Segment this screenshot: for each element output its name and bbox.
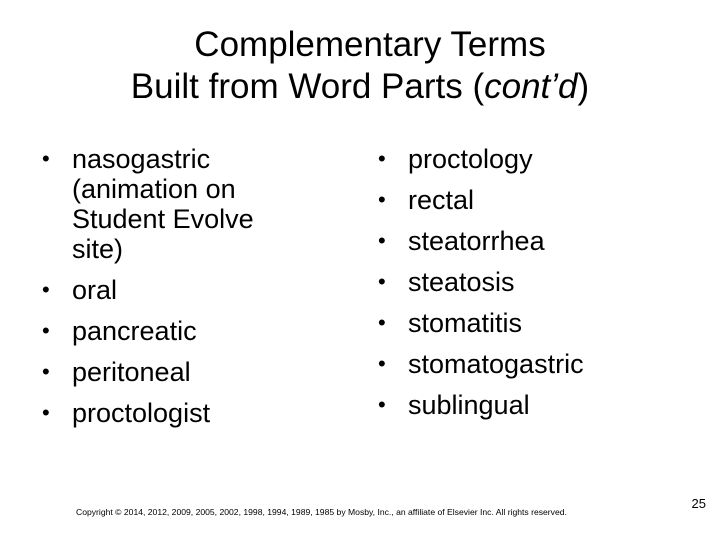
left-term-list [42,144,302,439]
term-text: peritoneal [72,357,191,387]
bullet-icon: • [42,277,50,302]
bullet-icon: • [378,392,386,417]
title-line-2-prefix: Built from Word Parts ( [130,67,485,106]
bullet-icon: • [42,318,50,343]
title-line-2-suffix: ) [577,67,590,106]
term-text: stomatogastric [408,349,584,379]
title-line-1: Complementary Terms [194,25,546,64]
right-term-list [378,144,698,431]
term-text: nasogastric (animation on Student Evolve site) [72,144,254,264]
list-item [42,316,302,346]
page-number: 25 [691,496,706,511]
term-text: sublingual [408,390,530,420]
slide-title [60,24,660,108]
bullet-icon: • [42,359,50,384]
bullet-icon: • [42,400,50,425]
list-item [378,349,698,379]
list-item [42,275,302,305]
term-text: steatosis [408,267,515,297]
term-text: rectal [408,185,475,215]
title-line-2 [60,66,660,108]
list-item [378,226,698,256]
bullet-icon: • [378,146,386,171]
list-item [378,390,698,420]
list-item [378,267,698,297]
list-item [42,357,302,387]
term-text: proctology [408,144,533,174]
title-line-2-italic: cont’d [484,67,578,106]
list-item [42,144,302,264]
term-text: steatorrhea [408,226,545,256]
list-item [378,185,698,215]
term-text: stomatitis [408,308,523,338]
bullet-icon: • [378,187,386,212]
bullet-icon: • [378,269,386,294]
list-item [378,144,698,174]
bullet-icon: • [378,310,386,335]
copyright-footer: Copyright © 2014, 2012, 2009, 2005, 2002, 1998, 1994, 1989, 1985 by Mosby, Inc., an affiliate of Elsevier Inc. All rights reserved. [76,507,567,517]
bullet-icon: • [378,228,386,253]
term-text: oral [72,275,118,305]
list-item [42,398,302,428]
bullet-icon: • [378,351,386,376]
term-text: proctologist [72,398,211,428]
term-text: pancreatic [72,316,197,346]
list-item [378,308,698,338]
bullet-icon: • [42,146,50,171]
